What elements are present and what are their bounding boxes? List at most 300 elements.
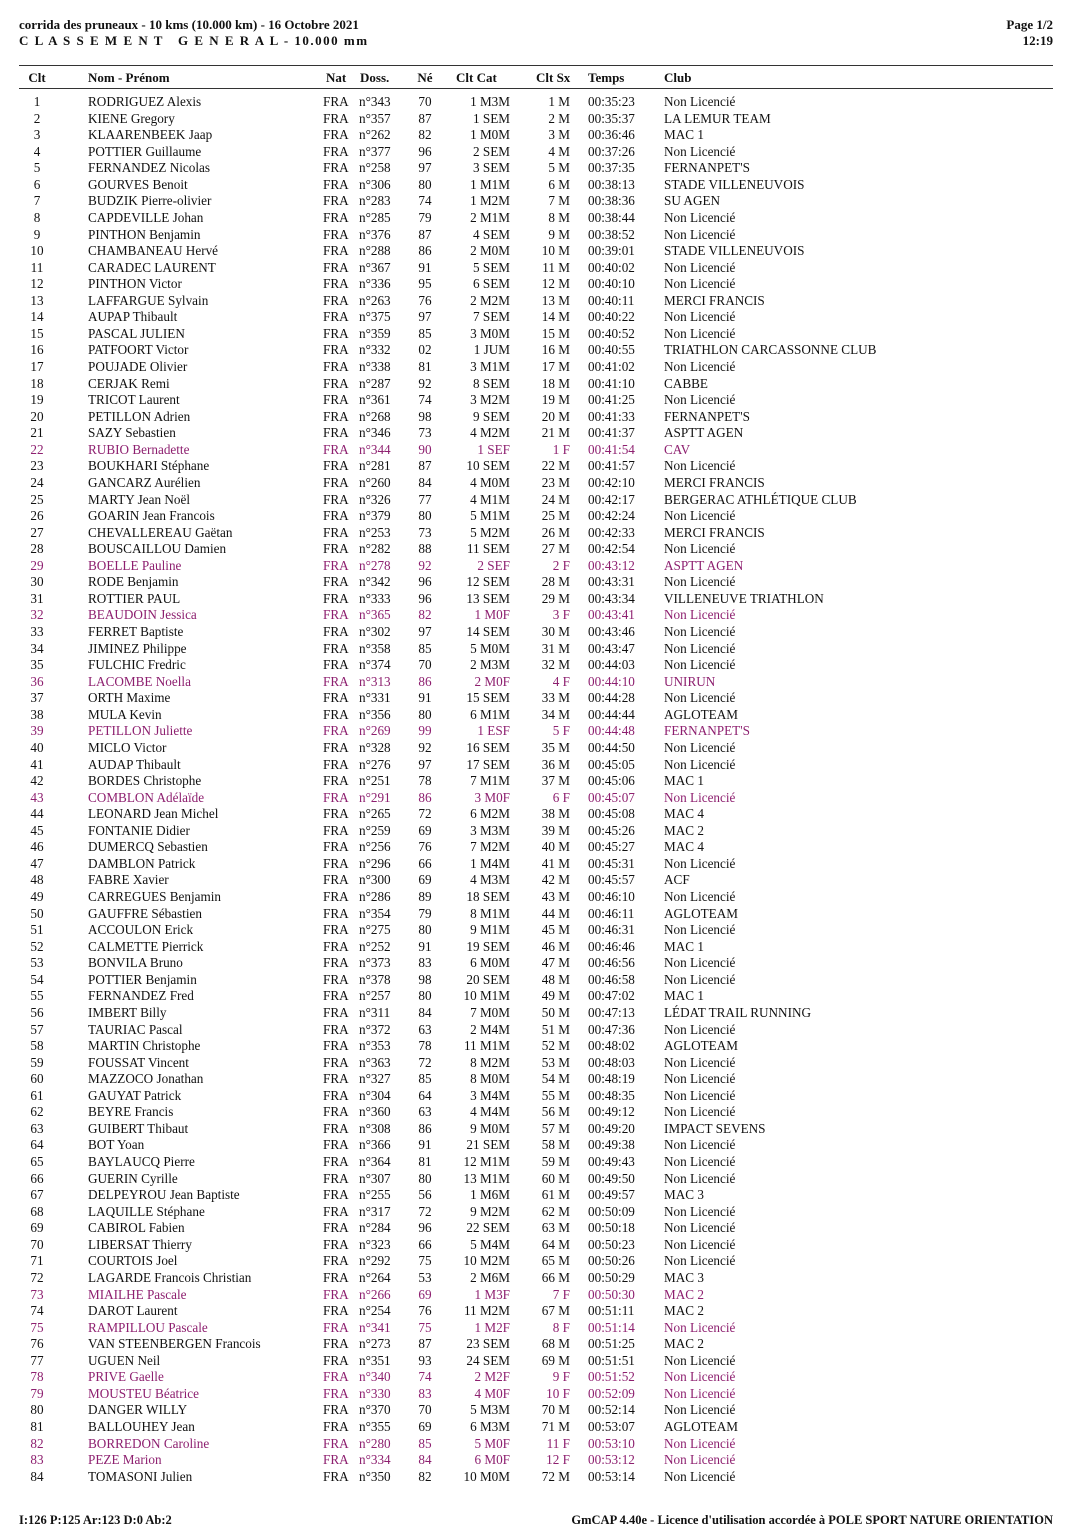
cell-rank: 19 [30, 392, 44, 408]
cell-category-rank: 6 SEM [472, 276, 510, 292]
cell-sex-rank: 32 M [541, 657, 570, 673]
cell-time: 00:45:26 [588, 822, 635, 838]
cell-club: Non Licencié [664, 309, 736, 325]
cell-birth-year: 90 [418, 441, 432, 457]
cell-sex-rank: 51 M [541, 1021, 570, 1037]
cell-nationality: FRA [323, 1336, 349, 1352]
cell-time: 00:52:09 [588, 1385, 635, 1401]
cell-name: IMBERT Billy [88, 1004, 167, 1020]
cell-club: Non Licencié [664, 756, 736, 772]
cell-bib: n°280 [359, 1435, 391, 1451]
cell-category-rank: 16 SEM [466, 739, 510, 755]
table-row [0, 607, 1080, 624]
cell-time: 00:49:43 [588, 1154, 635, 1169]
table-row [0, 1022, 1080, 1039]
cell-birth-year: 80 [418, 706, 432, 722]
table-row [0, 1005, 1080, 1022]
cell-time: 00:51:25 [588, 1336, 635, 1352]
cell-sex-rank: 13 M [541, 292, 570, 308]
cell-nationality: FRA [323, 690, 349, 706]
cell-rank: 72 [30, 1269, 44, 1285]
cell-category-rank: 6 M0F [474, 1452, 510, 1468]
cell-bib: n°287 [359, 375, 391, 391]
cell-time: 00:47:13 [588, 1004, 635, 1020]
cell-name: BALLOUHEY Jean [88, 1419, 195, 1434]
cell-birth-year: 86 [418, 243, 432, 259]
cell-club: BERGERAC ATHLÉTIQUE CLUB [664, 491, 857, 507]
cell-time: 00:40:22 [588, 309, 635, 325]
cell-sex-rank: 30 M [541, 624, 570, 639]
cell-bib: n°331 [359, 690, 391, 706]
cell-category-rank: 2 M2M [470, 292, 510, 308]
cell-sex-rank: 14 M [541, 309, 570, 325]
table-row [0, 823, 1080, 840]
cell-name: BORREDON Caroline [88, 1435, 210, 1451]
cell-rank: 80 [30, 1402, 44, 1418]
cell-time: 00:43:47 [588, 640, 635, 656]
cell-bib: n°284 [359, 1220, 391, 1236]
cell-club: Non Licencié [664, 1071, 736, 1087]
cell-time: 00:45:05 [588, 756, 635, 772]
table-row [0, 939, 1080, 956]
page-info [1006, 17, 1053, 49]
cell-club: Non Licencié [664, 574, 736, 590]
table-row [0, 723, 1080, 740]
cell-sex-rank: 53 M [541, 1054, 570, 1070]
cell-category-rank: 11 M1M [463, 1038, 510, 1054]
cell-name: BOUSCAILLOU Damien [88, 541, 227, 557]
cell-sex-rank: 5 M [548, 160, 570, 176]
cell-club: TRIATHLON CARCASSONNE CLUB [664, 342, 877, 358]
cell-sex-rank: 7 M [548, 193, 570, 209]
cell-rank: 56 [30, 1004, 44, 1020]
table-row [0, 425, 1080, 442]
cell-category-rank: 5 M3M [470, 1402, 510, 1418]
table-row [0, 806, 1080, 823]
cell-birth-year: 78 [418, 773, 432, 789]
cell-birth-year: 79 [418, 905, 432, 921]
cell-category-rank: 11 SEM [466, 541, 510, 557]
cell-birth-year: 75 [418, 1253, 432, 1269]
cell-bib: n°359 [359, 325, 391, 341]
cell-birth-year: 81 [418, 359, 432, 374]
cell-bib: n°370 [359, 1402, 391, 1418]
cell-sex-rank: 22 M [541, 458, 570, 474]
cell-sex-rank: 48 M [541, 971, 570, 987]
cell-birth-year: 69 [418, 822, 432, 838]
cell-birth-year: 80 [418, 922, 432, 938]
cell-nationality: FRA [323, 822, 349, 838]
cell-rank: 27 [30, 524, 44, 540]
table-row [0, 1171, 1080, 1188]
cell-time: 00:42:33 [588, 524, 635, 540]
cell-club: Non Licencié [664, 855, 736, 871]
cell-bib: n°350 [359, 1468, 391, 1484]
cell-sex-rank: 28 M [541, 574, 570, 590]
cell-nationality: FRA [323, 806, 349, 822]
cell-time: 00:45:07 [588, 789, 635, 805]
cell-birth-year: 80 [418, 508, 432, 524]
cell-name: FABRE Xavier [88, 872, 169, 888]
col-cat-rank: Clt Cat [456, 70, 497, 85]
cell-rank: 81 [30, 1419, 44, 1434]
cell-time: 00:45:57 [588, 872, 635, 888]
cell-bib: n°286 [359, 889, 391, 904]
cell-rank: 43 [30, 789, 44, 805]
cell-birth-year: 97 [418, 309, 432, 325]
cell-rank: 61 [30, 1087, 44, 1103]
cell-birth-year: 75 [418, 1319, 432, 1335]
cell-time: 00:42:17 [588, 491, 635, 507]
table-row [0, 111, 1080, 128]
cell-name: CALMETTE Pierrick [88, 938, 204, 954]
cell-birth-year: 80 [418, 988, 432, 1004]
cell-name: AUPAP Thibault [88, 309, 178, 325]
cell-rank: 15 [30, 325, 44, 341]
cell-nationality: FRA [323, 1435, 349, 1451]
cell-time: 00:48:02 [588, 1038, 635, 1054]
cell-time: 00:38:44 [588, 209, 635, 225]
cell-time: 00:41:57 [588, 458, 635, 474]
cell-bib: n°326 [359, 491, 391, 507]
cell-time: 00:48:35 [588, 1087, 635, 1103]
cell-time: 00:44:44 [588, 706, 635, 722]
cell-birth-year: 89 [418, 889, 432, 904]
cell-nationality: FRA [323, 905, 349, 921]
cell-time: 00:50:26 [588, 1253, 635, 1269]
cell-category-rank: 17 SEM [466, 756, 510, 772]
cell-birth-year: 97 [418, 756, 432, 772]
cell-bib: n°372 [359, 1021, 391, 1037]
cell-bib: n°265 [359, 806, 391, 822]
cell-name: DANGER WILLY [88, 1402, 188, 1418]
cell-club: Non Licencié [664, 1468, 736, 1484]
cell-nationality: FRA [323, 1120, 349, 1136]
cell-category-rank: 5 SEM [472, 259, 510, 275]
cell-sex-rank: 5 F [552, 723, 570, 739]
cell-sex-rank: 20 M [541, 408, 570, 424]
ranking-subtitle: C L A S S E M E N T G E N E R A L - 10.000 mm [19, 33, 369, 48]
cell-category-rank: 3 M3M [470, 822, 510, 838]
cell-time: 00:53:14 [588, 1468, 635, 1484]
cell-club: MAC 1 [664, 127, 704, 143]
cell-bib: n°317 [359, 1203, 391, 1219]
cell-birth-year: 02 [418, 342, 432, 358]
cell-rank: 21 [30, 425, 44, 441]
table-row [0, 657, 1080, 674]
cell-name: DELPEYROU Jean Baptiste [88, 1187, 240, 1203]
cell-time: 00:46:58 [588, 971, 635, 987]
cell-sex-rank: 26 M [541, 524, 570, 540]
cell-sex-rank: 34 M [541, 706, 570, 722]
table-row [0, 1469, 1080, 1486]
table-row [0, 1137, 1080, 1154]
cell-bib: n°330 [359, 1385, 391, 1401]
cell-nationality: FRA [323, 458, 349, 474]
cell-nationality: FRA [323, 342, 349, 358]
cell-bib: n°375 [359, 309, 391, 325]
cell-name: DUMERCQ Sebastien [88, 839, 208, 855]
table-row [0, 260, 1080, 277]
table-row [0, 889, 1080, 906]
cell-rank: 22 [30, 441, 44, 457]
cell-time: 00:42:54 [588, 541, 635, 557]
cell-birth-year: 79 [418, 209, 432, 225]
cell-sex-rank: 61 M [541, 1187, 570, 1203]
cell-bib: n°281 [359, 458, 391, 474]
cell-birth-year: 82 [418, 127, 432, 143]
cell-sex-rank: 2 F [552, 557, 570, 573]
cell-rank: 25 [30, 491, 44, 507]
table-row [0, 1038, 1080, 1055]
table-row [0, 326, 1080, 343]
cell-time: 00:40:52 [588, 325, 635, 341]
cell-club: CABBE [664, 375, 708, 391]
cell-category-rank: 1 M0F [474, 607, 510, 623]
cell-bib: n°358 [359, 640, 391, 656]
cell-category-rank: 5 M2M [470, 524, 510, 540]
cell-sex-rank: 35 M [541, 739, 570, 755]
cell-category-rank: 1 M4M [470, 855, 510, 871]
cell-birth-year: 84 [418, 474, 432, 490]
cell-bib: n°254 [359, 1303, 391, 1319]
cell-sex-rank: 3 F [552, 607, 570, 623]
cell-bib: n°273 [359, 1336, 391, 1352]
cell-time: 00:41:10 [588, 375, 635, 391]
page-number: Page 1/2 [1006, 17, 1053, 32]
cell-bib: n°328 [359, 739, 391, 755]
cell-club: Non Licencié [664, 640, 736, 656]
cell-bib: n°363 [359, 1054, 391, 1070]
cell-category-rank: 8 M1M [470, 905, 510, 921]
cell-birth-year: 72 [418, 1054, 432, 1070]
cell-category-rank: 10 M0M [463, 1468, 510, 1484]
cell-time: 00:51:51 [588, 1352, 635, 1368]
cell-birth-year: 56 [418, 1187, 432, 1203]
cell-sex-rank: 68 M [541, 1336, 570, 1352]
cell-name: FERNANDEZ Fred [88, 988, 194, 1004]
table-row [0, 558, 1080, 575]
table-row [0, 1121, 1080, 1138]
cell-category-rank: 7 SEM [472, 309, 510, 325]
cell-club: Non Licencié [664, 789, 736, 805]
cell-name: CARREGUES Benjamin [88, 889, 221, 904]
cell-name: MIAILHE Pascale [88, 1286, 187, 1302]
cell-rank: 74 [30, 1303, 44, 1319]
cell-club: Non Licencié [664, 657, 736, 673]
cell-name: TOMASONI Julien [88, 1468, 193, 1484]
cell-bib: n°354 [359, 905, 391, 921]
cell-category-rank: 3 SEM [472, 160, 510, 176]
cell-rank: 84 [30, 1468, 44, 1484]
footer-license: GmCAP 4.40e - Licence d'utilisation accordée à POLE SPORT NATURE ORIENTATION [571, 1513, 1053, 1527]
cell-nationality: FRA [323, 143, 349, 159]
cell-nationality: FRA [323, 160, 349, 176]
cell-birth-year: 69 [418, 1419, 432, 1434]
cell-rank: 11 [30, 259, 44, 275]
header-rule-top [19, 65, 1053, 66]
cell-club: MAC 4 [664, 806, 704, 822]
cell-category-rank: 9 M1M [470, 922, 510, 938]
cell-time: 00:47:36 [588, 1021, 635, 1037]
cell-sex-rank: 55 M [541, 1087, 570, 1103]
cell-birth-year: 74 [418, 392, 432, 408]
cell-club: Non Licencié [664, 1137, 736, 1153]
cell-bib: n°340 [359, 1369, 391, 1385]
cell-sex-rank: 52 M [541, 1038, 570, 1054]
cell-time: 00:46:46 [588, 938, 635, 954]
table-row [0, 541, 1080, 558]
cell-sex-rank: 39 M [541, 822, 570, 838]
cell-nationality: FRA [323, 1087, 349, 1103]
cell-birth-year: 91 [418, 259, 432, 275]
cell-nationality: FRA [323, 1468, 349, 1484]
table-row [0, 674, 1080, 691]
cell-name: CARADEC LAURENT [88, 259, 216, 275]
cell-rank: 57 [30, 1021, 44, 1037]
table-row [0, 177, 1080, 194]
cell-sex-rank: 59 M [541, 1154, 570, 1169]
cell-time: 00:40:11 [588, 292, 635, 308]
cell-bib: n°332 [359, 342, 391, 358]
cell-time: 00:44:28 [588, 690, 635, 706]
cell-name: MICLO Victor [88, 739, 167, 755]
cell-category-rank: 1 M6M [470, 1187, 510, 1203]
cell-club: FERNANPET'S [664, 408, 750, 424]
cell-time: 00:45:06 [588, 773, 635, 789]
cell-time: 00:41:02 [588, 359, 635, 374]
cell-name: BUDZIK Pierre-olivier [88, 193, 212, 209]
table-row [0, 1353, 1080, 1370]
cell-club: Non Licencié [664, 607, 736, 623]
cell-club: Non Licencié [664, 922, 736, 938]
cell-category-rank: 2 M2F [474, 1369, 510, 1385]
table-row [0, 1220, 1080, 1237]
cell-sex-rank: 15 M [541, 325, 570, 341]
cell-club: ASPTT AGEN [664, 425, 744, 441]
cell-sex-rank: 36 M [541, 756, 570, 772]
cell-time: 00:46:10 [588, 889, 635, 904]
cell-bib: n°357 [359, 110, 391, 126]
table-row [0, 1419, 1080, 1436]
cell-rank: 64 [30, 1137, 44, 1153]
cell-birth-year: 84 [418, 1004, 432, 1020]
cell-club: Non Licencié [664, 1220, 736, 1236]
table-row [0, 525, 1080, 542]
cell-club: ACF [664, 872, 690, 888]
cell-club: Non Licencié [664, 1154, 736, 1169]
cell-name: PETILLON Adrien [88, 408, 191, 424]
cell-name: PEZE Marion [88, 1452, 162, 1468]
cell-sex-rank: 24 M [541, 491, 570, 507]
cell-rank: 66 [30, 1170, 44, 1186]
cell-rank: 4 [33, 143, 41, 159]
cell-name: BORDES Christophe [88, 773, 202, 789]
cell-category-rank: 6 M1M [470, 706, 510, 722]
cell-rank: 18 [30, 375, 44, 391]
cell-category-rank: 2 M6M [470, 1269, 510, 1285]
cell-name: PINTHON Victor [88, 276, 182, 292]
cell-name: MARTIN Christophe [88, 1038, 201, 1054]
cell-name: COMBLON Adélaïde [88, 789, 205, 805]
cell-birth-year: 73 [418, 524, 432, 540]
cell-time: 00:48:03 [588, 1054, 635, 1070]
cell-time: 00:41:37 [588, 425, 635, 441]
col-time: Temps [588, 70, 625, 85]
cell-birth-year: 64 [418, 1087, 432, 1103]
cell-sex-rank: 11 M [542, 259, 570, 275]
cell-sex-rank: 18 M [541, 375, 570, 391]
cell-sex-rank: 16 M [541, 342, 570, 358]
cell-nationality: FRA [323, 127, 349, 143]
cell-birth-year: 85 [418, 1071, 432, 1087]
cell-club: STADE VILLENEUVOIS [664, 243, 805, 259]
cell-sex-rank: 31 M [541, 640, 570, 656]
cell-name: GOARIN Jean Francois [88, 508, 215, 524]
cell-category-rank: 8 SEM [472, 375, 510, 391]
table-row [0, 1369, 1080, 1386]
cell-sex-rank: 57 M [541, 1120, 570, 1136]
table-row [0, 458, 1080, 475]
cell-time: 00:35:23 [588, 94, 635, 109]
cell-nationality: FRA [323, 756, 349, 772]
cell-name: ACCOULON Erick [88, 922, 194, 938]
cell-category-rank: 13 SEM [466, 590, 510, 606]
cell-time: 00:49:50 [588, 1170, 635, 1186]
cell-sex-rank: 6 M [548, 176, 570, 192]
cell-nationality: FRA [323, 1419, 349, 1434]
cell-bib: n°275 [359, 922, 391, 938]
cell-birth-year: 66 [418, 855, 432, 871]
cell-name: BONVILA Bruno [88, 955, 183, 971]
cell-category-rank: 1 M2F [474, 1319, 510, 1335]
table-row [0, 1071, 1080, 1088]
cell-rank: 63 [30, 1120, 44, 1136]
table-row [0, 1154, 1080, 1171]
cell-bib: n°361 [359, 392, 391, 408]
cell-time: 00:50:30 [588, 1286, 635, 1302]
cell-nationality: FRA [323, 855, 349, 871]
cell-category-rank: 1 M1M [470, 176, 510, 192]
cell-club: AGLOTEAM [664, 706, 738, 722]
cell-rank: 51 [30, 922, 44, 938]
cell-nationality: FRA [323, 1054, 349, 1070]
cell-category-rank: 2 M0F [474, 673, 510, 689]
cell-time: 00:41:25 [588, 392, 635, 408]
column-header-row [0, 70, 1080, 86]
table-row [0, 988, 1080, 1005]
cell-sex-rank: 1 M [548, 94, 570, 109]
cell-time: 00:36:46 [588, 127, 635, 143]
cell-bib: n°288 [359, 243, 391, 259]
cell-name: POUJADE Olivier [88, 359, 188, 374]
cell-rank: 6 [33, 176, 41, 192]
cell-rank: 49 [30, 889, 44, 904]
cell-birth-year: 83 [418, 955, 432, 971]
cell-name: TAURIAC Pascal [88, 1021, 183, 1037]
cell-club: FERNANPET'S [664, 723, 750, 739]
cell-rank: 71 [30, 1253, 44, 1269]
table-row [0, 641, 1080, 658]
cell-sex-rank: 8 M [548, 209, 570, 225]
cell-category-rank: 10 M1M [463, 988, 510, 1004]
cell-birth-year: 98 [418, 971, 432, 987]
cell-nationality: FRA [323, 309, 349, 325]
cell-bib: n°276 [359, 756, 391, 772]
cell-club: Non Licencié [664, 1435, 736, 1451]
cell-birth-year: 69 [418, 1286, 432, 1302]
table-row [0, 1055, 1080, 1072]
